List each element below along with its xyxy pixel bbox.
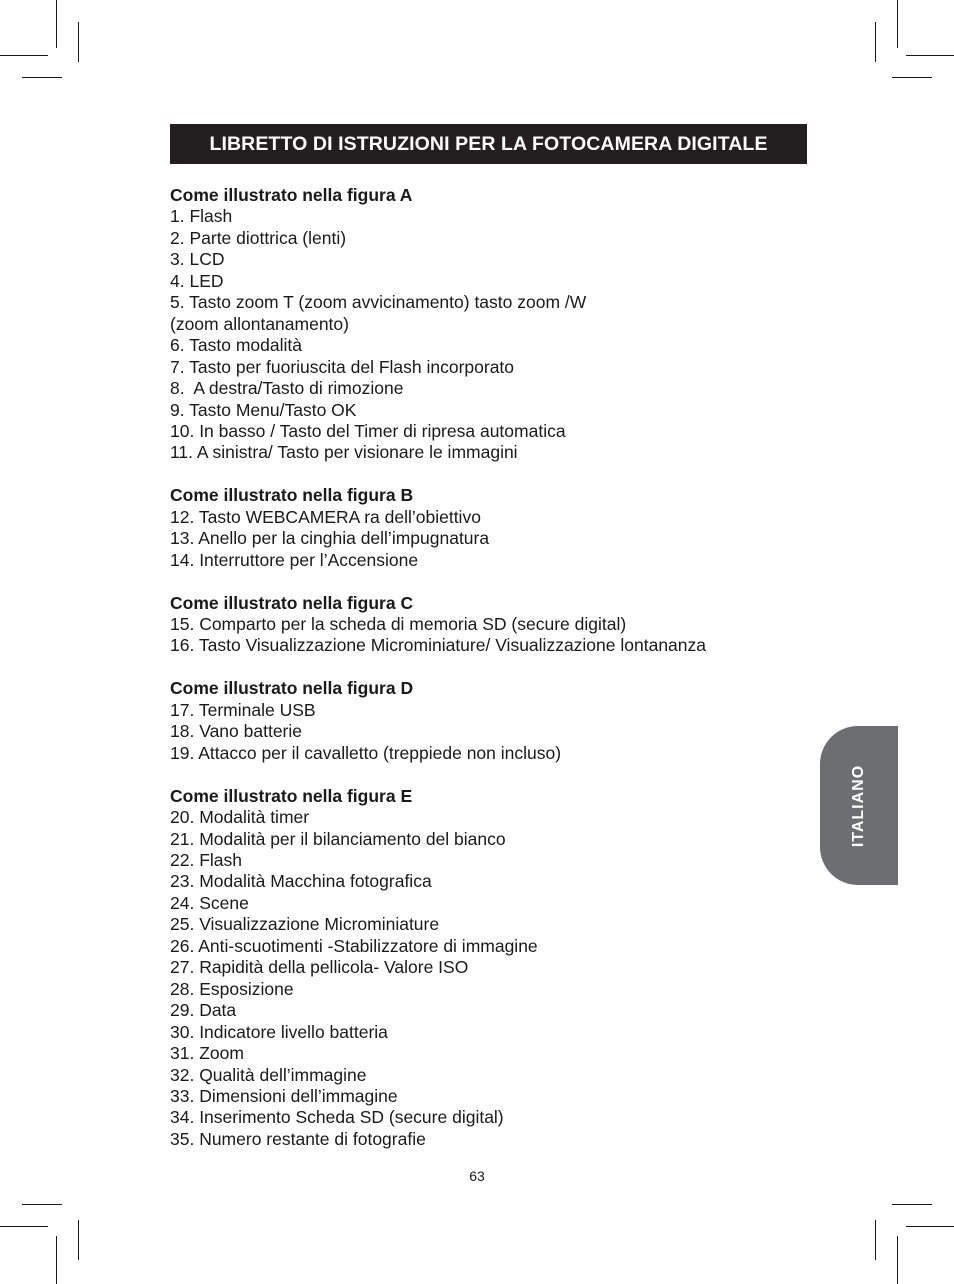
list-item: 8. A destra/Tasto di rimozione [170, 378, 404, 399]
language-tab-label: ITALIANO [850, 764, 867, 847]
list-item: 14. Interruttore per l’Accensione [170, 549, 419, 570]
crop-mark [875, 1220, 876, 1260]
list-item: 24. Scene [170, 892, 249, 913]
list-item: 35. Numero restante di fotografie [170, 1128, 426, 1149]
crop-mark [875, 22, 876, 62]
list-item: 23. Modalità Macchina fotografica [170, 871, 432, 892]
list-item: 22. Flash [170, 849, 242, 870]
section-title: Come illustrato nella figura B [170, 485, 414, 506]
list-item: 13. Anello per la cinghia dell’impugnatura [170, 528, 490, 549]
list-item: 30. Indicatore livello batteria [170, 1021, 388, 1042]
section-figure-a [170, 185, 810, 464]
section-title: Come illustrato nella figura E [170, 785, 413, 806]
page-title-text: LIBRETTO DI ISTRUZIONI PER LA FOTOCAMERA DIGITALE [209, 132, 768, 155]
crop-mark [892, 77, 932, 78]
list-item: 12. Tasto WEBCAMERA ra dell’obiettivo [170, 506, 481, 527]
list-item: 9. Tasto Menu/Tasto OK [170, 399, 357, 420]
crop-mark [897, 1236, 898, 1284]
list-item: 25. Visualizzazione Microminiature [170, 914, 440, 935]
list-item: 18. Vano batterie [170, 721, 302, 742]
instruction-list [170, 185, 810, 1150]
crop-mark [56, 0, 57, 48]
page-number: 63 [469, 1168, 485, 1184]
crop-mark [22, 77, 62, 78]
list-item: 27. Rapidità della pellicola- Valore ISO [170, 957, 469, 978]
list-item: 31. Zoom [170, 1043, 244, 1064]
crop-mark [56, 1236, 57, 1284]
crop-mark [22, 1204, 62, 1205]
list-item: 17. Terminale USB [170, 699, 316, 720]
section-figure-e [170, 786, 810, 1151]
list-item: 19. Attacco per il cavalletto (treppiede non incluso) [170, 742, 562, 763]
list-item: 29. Data [170, 1000, 237, 1021]
crop-mark [892, 1204, 932, 1205]
crop-mark [78, 22, 79, 62]
list-item: 26. Anti-scuotimenti -Stabilizzatore di immagine [170, 935, 538, 956]
crop-mark [78, 1220, 79, 1260]
list-item: 2. Parte diottrica (lenti) [170, 227, 347, 248]
list-item: 32. Qualità dell’immagine [170, 1064, 367, 1085]
crop-mark [0, 55, 48, 56]
section-title: Come illustrato nella figura A [170, 185, 413, 205]
list-item: 21. Modalità per il bilanciamento del bianco [170, 828, 506, 849]
list-item: 20. Modalità timer [170, 807, 310, 828]
list-item: 6. Tasto modalità [170, 335, 302, 356]
list-item: 15. Comparto per la scheda di memoria SD (secure digital) [170, 614, 627, 635]
list-item: 33. Dimensioni dell’immagine [170, 1085, 398, 1106]
list-item: 4. LED [170, 270, 224, 291]
section-title: Come illustrato nella figura C [170, 592, 414, 613]
list-item: 7. Tasto per fuoriuscita del Flash incorporato [170, 356, 515, 377]
list-item: (zoom allontanamento) [170, 313, 349, 334]
list-item: 1. Flash [170, 206, 233, 227]
crop-mark [897, 0, 898, 48]
list-item: 16. Tasto Visualizzazione Microminiature/ Visualizzazione lontananza [170, 635, 706, 656]
language-tab [820, 726, 898, 885]
list-item: 5. Tasto zoom T (zoom avvicinamento) tasto zoom /W [170, 292, 587, 313]
section-figure-d [170, 678, 810, 764]
list-item: 3. LCD [170, 249, 225, 270]
list-item: 28. Esposizione [170, 978, 294, 999]
crop-mark [0, 1226, 48, 1227]
list-item: 10. In basso / Tasto del Timer di ripresa automatica [170, 420, 566, 441]
crop-mark [906, 55, 954, 56]
section-figure-c [170, 593, 810, 657]
section-title: Come illustrato nella figura D [170, 678, 414, 699]
list-item: 34. Inserimento Scheda SD (secure digital) [170, 1107, 504, 1128]
section-figure-b [170, 485, 810, 571]
page-title [170, 124, 807, 164]
list-item: 11. A sinistra/ Tasto per visionare le immagini [170, 442, 518, 463]
crop-mark [906, 1226, 954, 1227]
